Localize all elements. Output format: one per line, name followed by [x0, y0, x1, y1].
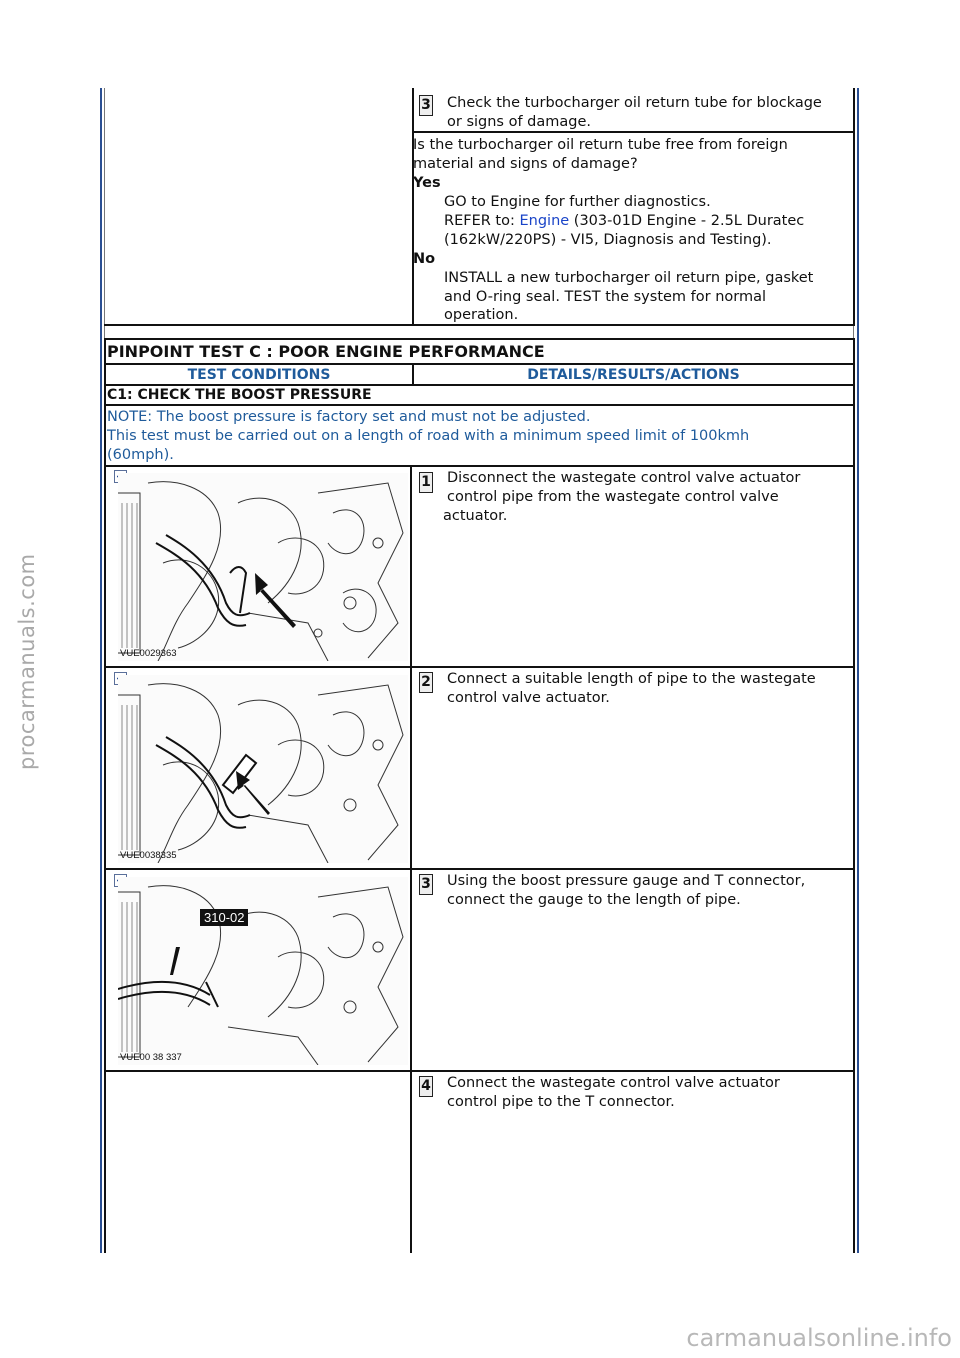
step-number-badge: 3	[419, 874, 433, 895]
step-text-line: control valve actuator.	[447, 690, 610, 706]
page-frame-right-outer	[857, 88, 859, 1253]
engine-link[interactable]: Engine	[519, 213, 570, 229]
column-header-details: DETAILS/RESULTS/ACTIONS	[527, 367, 740, 383]
no-instruction: INSTALL a new turbocharger oil return pipe, gasket	[444, 270, 814, 286]
note-line: This test must be carried out on a length of road with a minimum speed limit of 100kmh	[107, 428, 750, 444]
step-number-badge: 2	[419, 672, 433, 693]
no-instruction: operation.	[444, 307, 519, 323]
engine-drawing	[118, 675, 408, 863]
step-text-line: Using the boost pressure gauge and T connector,	[447, 873, 806, 889]
step-text-line: control pipe from the wastegate control valve	[447, 489, 779, 505]
step-text-line: or signs of damage.	[447, 114, 592, 130]
step-number-badge: 3	[419, 95, 433, 116]
engine-illustration	[118, 877, 408, 1065]
table-top-border	[104, 338, 855, 340]
column-header-test-conditions: TEST CONDITIONS	[187, 367, 331, 383]
no-label: No	[413, 251, 436, 267]
note-row-border	[104, 465, 855, 467]
tool-label: 310-02	[200, 909, 248, 926]
step-column-divider	[410, 465, 412, 1253]
yes-instruction: GO to Engine for further diagnostics.	[444, 194, 711, 210]
figure-label: VUE0038335	[120, 850, 177, 861]
no-instruction: and O-ring seal. TEST the system for normal	[444, 289, 767, 305]
yes-refer-continued: (162kW/220PS) - VI5, Diagnosis and Testing).	[444, 232, 772, 248]
refer-prefix: REFER to:	[444, 213, 520, 229]
table-left-border	[104, 338, 106, 1253]
question-line: Is the turbocharger oil return tube free from foreign	[413, 137, 788, 153]
engine-illustration	[118, 675, 408, 863]
refer-suffix: (303-01D Engine - 2.5L Duratec	[569, 213, 805, 229]
side-watermark: procarmanuals.com	[15, 553, 39, 770]
pinpoint-title: PINPOINT TEST C : POOR ENGINE PERFORMANCE	[107, 342, 545, 361]
yes-label: Yes	[413, 175, 441, 191]
top-divider-left	[412, 88, 414, 326]
step-text-line: connect the gauge to the length of pipe.	[447, 892, 741, 908]
note-line: NOTE: The boost pressure is factory set and must not be adjusted.	[107, 409, 591, 425]
step-text-line: Connect a suitable length of pipe to the wastegate	[447, 671, 816, 687]
note-line: (60mph).	[107, 447, 174, 463]
step-number-badge: 4	[419, 1076, 433, 1097]
figure-label: VUE00 38 337	[120, 1052, 182, 1063]
step-text-line: control pipe to the T connector.	[447, 1094, 675, 1110]
question-line: material and signs of damage?	[413, 156, 638, 172]
step-text-line: Connect the wastegate control valve actuator	[447, 1075, 780, 1091]
engine-illustration	[118, 473, 408, 661]
step-number-badge: 1	[419, 472, 433, 493]
top-divider-right	[853, 88, 855, 326]
table-right-border	[853, 338, 855, 1253]
step-text-line: Check the turbocharger oil return tube for blockage	[447, 95, 822, 111]
engine-drawing	[118, 877, 408, 1065]
step-row-border	[104, 666, 855, 668]
engine-drawing	[118, 473, 408, 661]
section-row-border	[104, 404, 855, 406]
yes-refer-line	[444, 212, 804, 231]
step-row-border	[104, 1070, 855, 1072]
page-frame-left-outer	[100, 88, 102, 1253]
step-row-border	[104, 868, 855, 870]
step-text-line: Disconnect the wastegate control valve actuator	[447, 470, 801, 486]
step-text-line: actuator.	[443, 508, 508, 524]
bottom-watermark: carmanualsonline.info	[686, 1324, 952, 1352]
figure-label: VUE0029363	[120, 648, 177, 659]
section-title: C1: CHECK THE BOOST PRESSURE	[107, 387, 372, 403]
